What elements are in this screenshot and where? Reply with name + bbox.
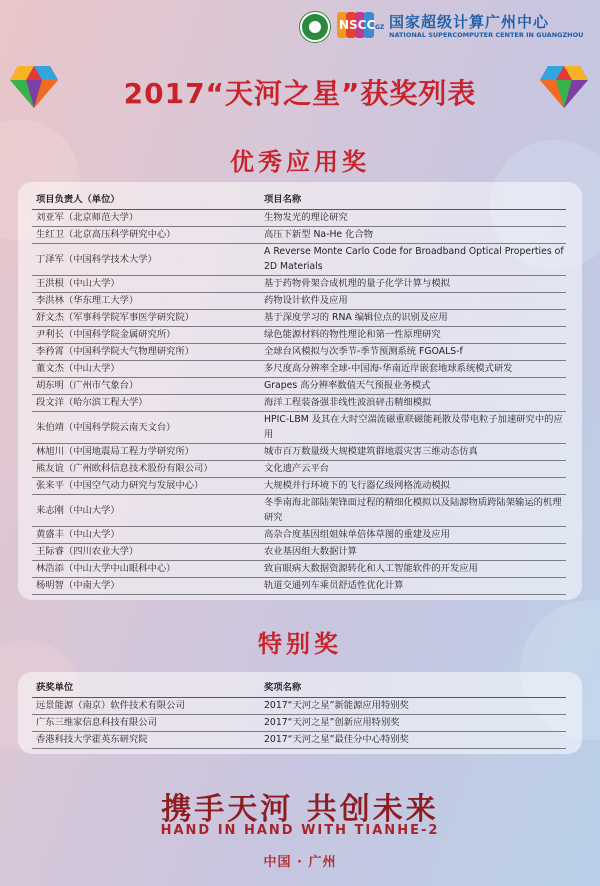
- table-row-col2: 2017“天河之星”创新应用特别奖: [264, 717, 400, 728]
- table-row-col1: 来志刚（中山大学）: [36, 504, 120, 516]
- footer-location: 中国 · 广州: [263, 855, 337, 870]
- table-row-col1: 黄盛丰（中山大学）: [36, 529, 120, 540]
- excellent-award-title: 优秀应用奖: [230, 148, 370, 176]
- table-row-col1: 朱伯靖（中国科学院云南天文台）: [36, 421, 176, 433]
- table-row-col2: 文化遗产云平台: [264, 463, 330, 474]
- org-name-cn: 国家超级计算广州中心: [389, 13, 550, 31]
- table-row: [32, 543, 566, 561]
- table-row-col2: Grapes 高分辨率数值天气预报业务模式: [264, 380, 431, 391]
- table-row: [32, 309, 566, 327]
- table-row-col1: 林浩添（中山大学中山眼科中心）: [36, 563, 176, 574]
- nscc-logo: NSCC GZ: [337, 10, 383, 40]
- table-header-col1: 项目负责人（单位）: [36, 194, 120, 205]
- table-row: [32, 494, 566, 527]
- table-row: [32, 326, 566, 344]
- table-row: [32, 560, 566, 578]
- table-row-col2: 致盲眼病大数据资源转化和人工智能软件的开发应用: [264, 563, 478, 574]
- table-row-col1: 张来平（中国空气动力研究与发展中心）: [36, 480, 204, 491]
- table-row: [32, 243, 566, 276]
- table-row: [32, 411, 566, 444]
- table-row: [32, 360, 566, 378]
- table-row-col1: 王际睿（四川农业大学）: [36, 546, 139, 557]
- table-row: [32, 394, 566, 412]
- table-row-col2: 大规模并行环境下的飞行器亿级网格流动模拟: [264, 480, 450, 491]
- table-row: [32, 714, 566, 732]
- table-row-col1: 王洪根（中山大学）: [36, 278, 120, 289]
- table-row: [32, 292, 566, 310]
- table-row-col2: 基于深度学习的 RNA 编辑位点的识别及应用: [264, 312, 448, 323]
- table-header: [32, 190, 566, 210]
- table-row-col1: 董文杰（中山大学）: [36, 363, 120, 374]
- table-row-col1: 林旭川（中国地震局工程力学研究所）: [36, 446, 195, 457]
- table-row-col2: 2017“天河之星”新能源应用特别奖: [264, 700, 409, 711]
- table-row: [32, 209, 566, 227]
- table-row-col2: 绿色能源材料的物性理论和第一性原理研究: [264, 329, 441, 340]
- org-name-en: NATIONAL SUPERCOMPUTER CENTER IN GUANGZHOU: [389, 31, 584, 39]
- table-row: [32, 443, 566, 461]
- table-row-col1: 李洪林（华东理工大学）: [36, 295, 139, 306]
- table-row-col1: 尹利长（中国科学院金属研究所）: [36, 329, 176, 340]
- table-row-col2: 基于药物骨架合成机理的量子化学计算与模拟: [264, 278, 450, 289]
- table-header-col2: 奖项名称: [264, 682, 302, 693]
- table-row: [32, 275, 566, 293]
- university-seal-logo: [300, 12, 330, 42]
- page-title: 2017“天河之星”获奖列表: [123, 77, 477, 110]
- table-header: [32, 678, 566, 698]
- table-row: [32, 577, 566, 595]
- table-row-col2: 高压下新型 Na-He 化合物: [264, 229, 374, 240]
- table-row: [32, 343, 566, 361]
- table-row-col1: 丁泽军（中国科学技术大学）: [36, 253, 157, 265]
- table-row-col1: 刘亚军（北京师范大学）: [36, 212, 139, 223]
- table-header-col1: 获奖单位: [36, 682, 74, 693]
- table-row-col2: HPIC-LBM 及其在大时空湍流磁重联磁能耗散及带电粒子加速研究中的应用: [264, 414, 563, 440]
- table-row-col2: A Reverse Monte Carlo Code for Broadband Optical Properties of 2D Materials: [264, 246, 564, 272]
- table-row: [32, 731, 566, 749]
- table-row: [32, 477, 566, 495]
- special-award-title: 特别奖: [258, 630, 342, 658]
- table-row-col2: 冬季南海北部陆架锋面过程的精细化模拟以及陆源物质跨陆架输运的机理研究: [264, 497, 562, 523]
- table-row-col2: 全球台风模拟与次季节-季节预测系统 FGOALS-f: [264, 346, 463, 357]
- table-row: [32, 377, 566, 395]
- table-row-col1: 杨明智（中南大学）: [36, 580, 120, 591]
- table-row-col1: 远景能源（南京）软件技术有限公司: [36, 700, 185, 711]
- header: [0, 0, 600, 60]
- table-row: [32, 460, 566, 478]
- table-row-col2: 生物发光的理论研究: [264, 212, 348, 223]
- slogan-en: HAND IN HAND WITH TIANHE-2: [160, 823, 440, 838]
- table-row-col2: 海洋工程装备强非线性波浪砰击精细模拟: [264, 397, 432, 408]
- table-row-col2: 2017“天河之星”最佳分中心特别奖: [264, 734, 409, 745]
- table-row-col1: 胡东明（广州市气象台）: [36, 380, 139, 391]
- table-row-col2: 农业基因组大数据计算: [264, 546, 357, 557]
- table-row: [32, 226, 566, 244]
- excellent-award-table: [18, 182, 582, 600]
- table-row-col1: 李矜霄（中国科学院大气物理研究所）: [36, 346, 195, 357]
- special-award-table: [18, 672, 582, 754]
- table-row-col1: 生红卫（北京高压科学研究中心）: [36, 229, 176, 240]
- table-row: [32, 526, 566, 544]
- table-row-col1: 广东三维家信息科技有限公司: [36, 717, 157, 728]
- table-row: [32, 697, 566, 715]
- table-row-col2: 药物设计软件及应用: [264, 295, 348, 306]
- table-row-col2: 高杂合度基因组姐妹单倍体草图的重建及应用: [264, 529, 450, 540]
- slogan-cn: 携手天河 共创未来: [161, 792, 439, 827]
- table-row-col1: 香港科技大学霍英东研究院: [36, 734, 148, 745]
- table-row-col1: 段文洋（哈尔滨工程大学）: [36, 397, 148, 408]
- table-row-col2: 多尺度高分辨率全球-中国海-华南近岸嵌套地球系统模式研发: [264, 363, 513, 374]
- table-row-col2: 城市百万数量级大规模建筑群地震灾害三维动态仿真: [264, 446, 478, 457]
- table-header-col2: 项目名称: [264, 194, 302, 205]
- table-row-col1: 舒文杰（军事科学院军事医学研究院）: [36, 312, 195, 323]
- table-row-col1: 熊友谊（广州欧科信息技术股份有限公司）: [36, 463, 213, 474]
- table-row-col2: 轨道交通列车乘员舒适性优化计算: [264, 580, 404, 591]
